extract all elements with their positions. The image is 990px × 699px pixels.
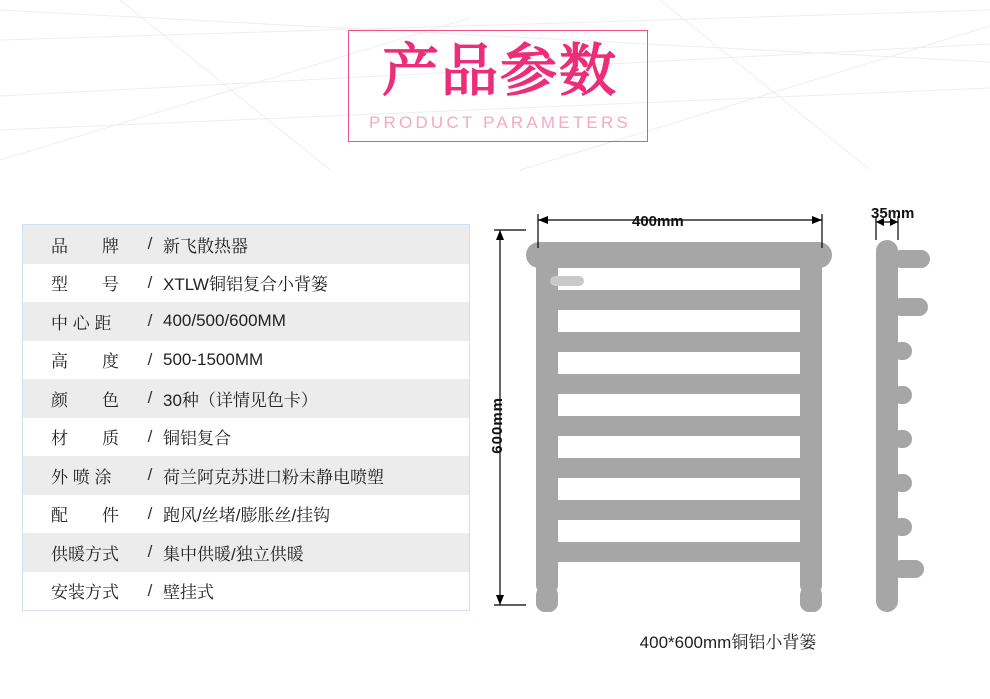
spec-separator: / [147,234,153,254]
page-header [0,0,990,170]
spec-label: 型 号 [51,275,119,295]
spec-value: 荷兰阿克苏进口粉末静电喷塑 [163,467,384,487]
table-row [23,533,469,572]
spec-separator: / [147,388,153,408]
spec-value: 壁挂式 [163,583,214,603]
product-drawing [478,190,978,660]
spec-label: 中 心 距 [51,313,112,333]
drawing-caption: 400*600mm铜铝小背篓 [639,633,817,652]
spec-value: 新飞散热器 [163,236,248,256]
table-row [23,341,469,380]
spec-label: 材 质 [51,429,119,449]
height-dimension-label: 600mm [489,397,506,454]
side-view [876,240,930,612]
spec-separator: / [147,542,153,562]
table-row [23,302,469,341]
spec-separator: / [147,580,153,600]
front-view [526,242,832,612]
table-row [23,379,469,418]
spec-label: 配 件 [51,506,119,526]
table-row [23,418,469,457]
spec-value: 500-1500MM [163,349,264,369]
spec-separator: / [147,272,153,292]
spec-value: 集中供暖/独立供暖 [163,544,304,564]
table-row [23,456,469,495]
depth-dimension-label: 35mm [871,205,915,222]
spec-label: 颜 色 [51,390,119,410]
spec-label: 安装方式 [51,583,119,603]
table-row [23,495,469,534]
width-dimension-label: 400mm [632,213,684,230]
table-row [23,225,469,264]
spec-value: 跑风/丝堵/膨胀丝/挂钩 [163,506,331,526]
page-subtitle: PRODUCT PARAMETERS [369,113,631,132]
spec-value: 400/500/600MM [163,311,286,331]
spec-separator: / [147,426,153,446]
spec-value: 30种（详情见色卡） [163,390,318,410]
spec-label: 供暖方式 [51,544,119,564]
spec-table [22,224,470,611]
table-row [23,572,469,611]
spec-label: 高 度 [51,352,119,372]
spec-separator: / [147,503,153,523]
spec-label: 外 喷 涂 [51,467,112,487]
spec-label: 品 牌 [51,236,119,256]
spec-value: XTLW铜铝复合小背篓 [163,275,328,295]
spec-separator: / [147,465,153,485]
page-title: 产品参数 [382,38,618,104]
spec-separator: / [147,311,153,331]
table-row [23,264,469,303]
spec-value: 铜铝复合 [163,429,231,449]
spec-separator: / [147,349,153,369]
